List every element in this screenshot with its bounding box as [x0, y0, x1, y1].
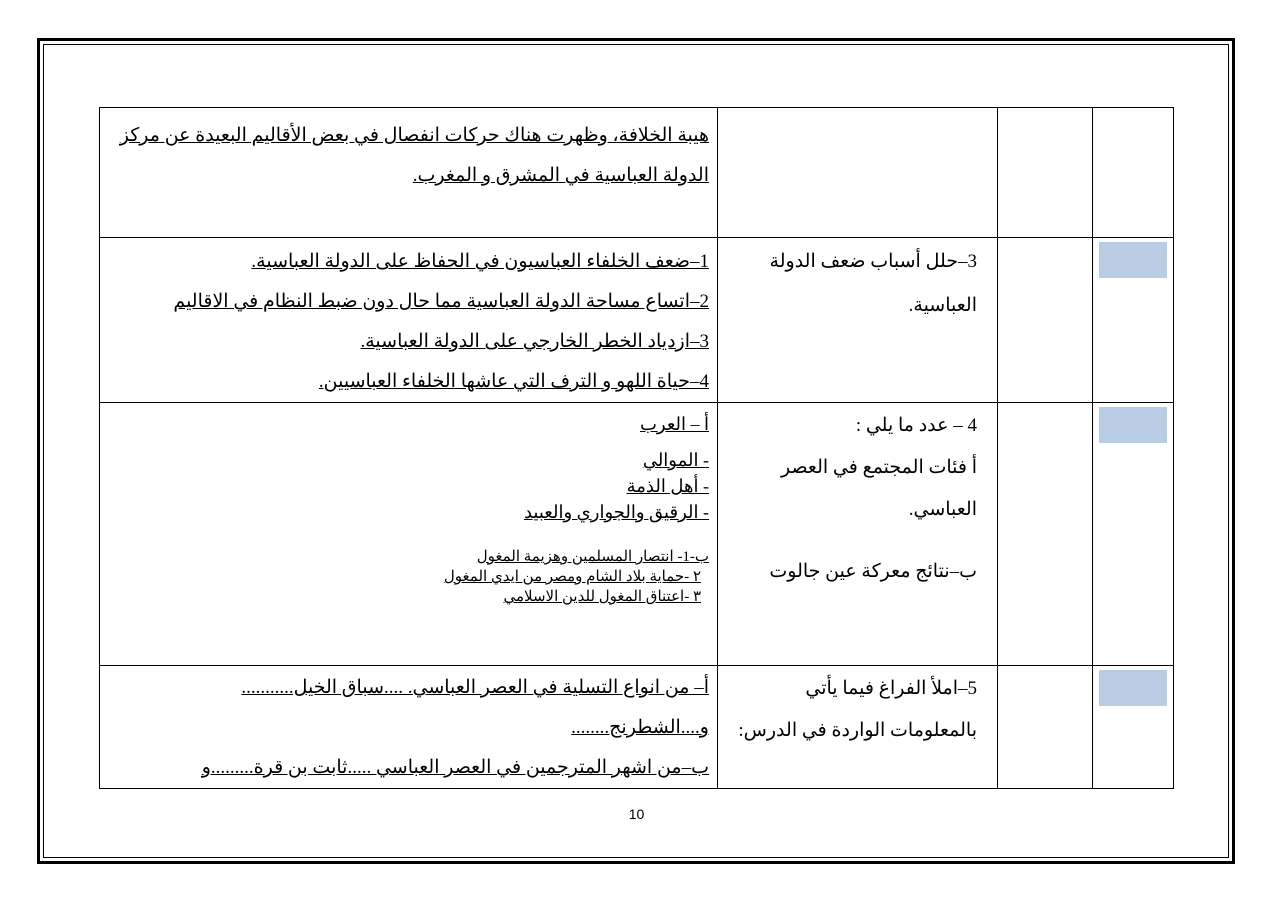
- question-line: بالمعلومات الواردة في الدرس:: [738, 720, 977, 741]
- question-cell: [718, 238, 998, 403]
- question-cell: [718, 108, 998, 238]
- answer-cell: [100, 666, 718, 789]
- answer-line: - الرقيق والجواري والعبيد: [523, 502, 709, 522]
- blank-cell: [998, 238, 1093, 403]
- answer-line: - أهل الذمة: [626, 476, 709, 496]
- question-cell: [718, 666, 998, 789]
- table-row: [100, 403, 1174, 666]
- mark-box: [1099, 407, 1167, 443]
- question-line: 4 – عدد ما يلي :: [855, 415, 977, 436]
- blank-cell: [998, 666, 1093, 789]
- lesson-table: [99, 107, 1174, 789]
- answer-line: ب-1- انتصار المسلمين وهزيمة المغول: [476, 549, 709, 565]
- table-row: [100, 108, 1174, 238]
- answer-line: و....الشطرنج........: [571, 717, 709, 738]
- mark-box: [1099, 670, 1167, 706]
- table-row: [100, 238, 1174, 403]
- answer-line: - الموالي: [642, 450, 709, 470]
- mark-cell: [1093, 108, 1174, 238]
- question-line: العباسية.: [908, 295, 977, 316]
- question-line: 3–حلل أسباب ضعف الدولة: [769, 251, 977, 272]
- mark-box: [1099, 242, 1167, 278]
- blank-cell: [998, 108, 1093, 238]
- answer-line: 4–حياة اللهو و الترف التي عاشها الخلفاء العباسيين.: [318, 371, 709, 392]
- question-line: أ فئات المجتمع في العصر: [780, 457, 977, 478]
- question-cell: [718, 403, 998, 666]
- question-line: 5–املأ الفراغ فيما يأتي: [805, 678, 977, 699]
- answer-line: الدولة العباسية في المشرق و المغرب.: [412, 165, 709, 186]
- answer-line: 2–اتساع مساحة الدولة العباسية مما حال دون ضبط النظام في الاقاليم: [173, 291, 709, 312]
- mark-cell: [1093, 666, 1174, 789]
- answer-cell: [100, 238, 718, 403]
- answer-cell: [100, 108, 718, 238]
- blank-cell: [998, 403, 1093, 666]
- question-line: ب–نتائج معركة عين جالوت: [769, 561, 977, 582]
- answer-line: 1–ضعف الخلفاء العباسيون في الحفاظ على الدولة العباسية.: [251, 251, 709, 272]
- table-row: [100, 666, 1174, 789]
- answer-line: أ– من انواع التسلية في العصر العباسي. ....سباق الخيل...........: [241, 677, 709, 698]
- answer-cell: [100, 403, 718, 666]
- mark-cell: [1093, 403, 1174, 666]
- answer-line: ب–من اشهر المترجمين في العصر العباسي .....ثابت بن قرة.........و: [201, 757, 709, 778]
- mark-cell: [1093, 238, 1174, 403]
- answer-line: هيبة الخلافة، وظهرت هناك حركات انفصال في بعض الأقاليم البعيدة عن مركز: [119, 125, 709, 146]
- answer-line: 3–ازدياد الخطر الخارجي على الدولة العباسية.: [360, 331, 709, 352]
- answer-line: ٢ -حماية بلاد الشام ومصر من ايدي المغول: [443, 569, 701, 585]
- answer-line: ٣ -اعتناق المغول للدين الاسلامي: [503, 589, 701, 605]
- question-line: العباسي.: [908, 499, 977, 520]
- answer-line: أ – العرب: [639, 414, 709, 434]
- page-number: 10: [628, 806, 645, 822]
